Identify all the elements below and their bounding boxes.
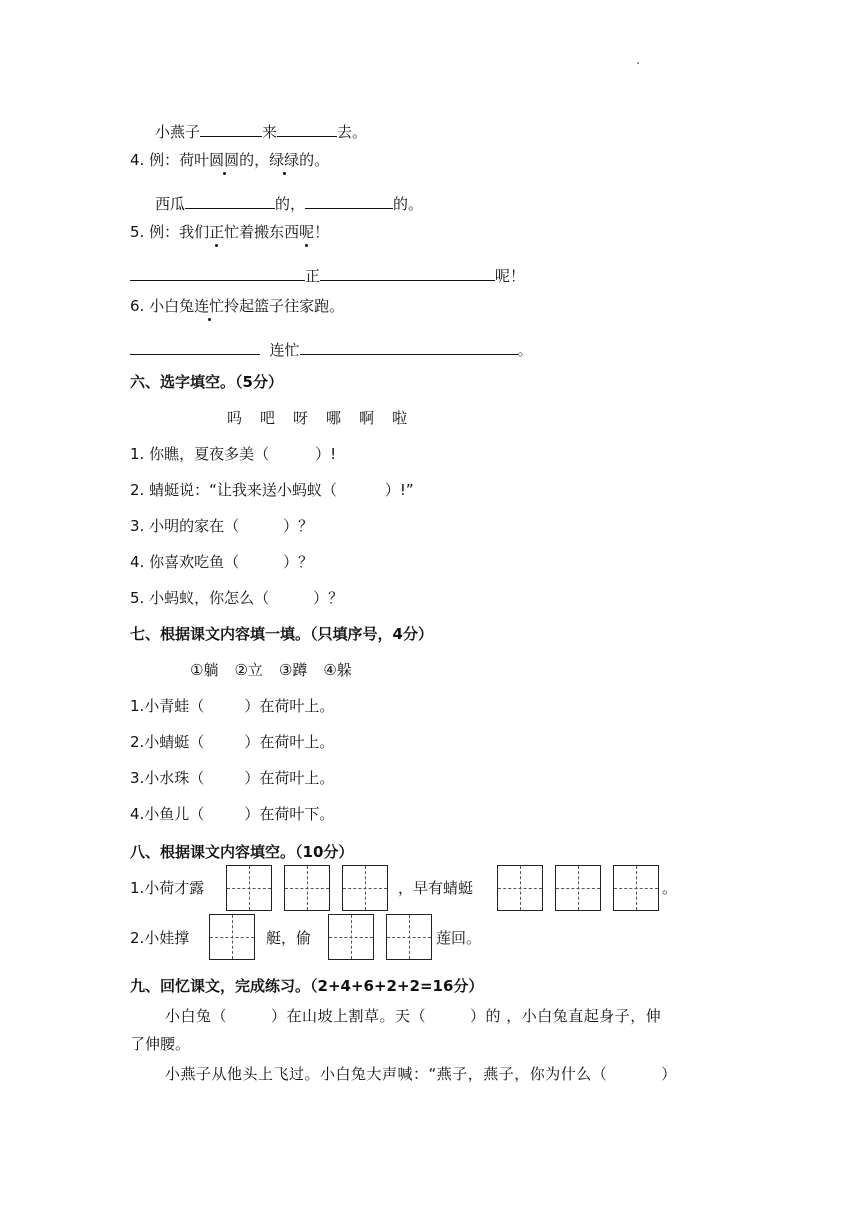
poem-line-1-a: 1.小荷才露 [130,879,205,897]
tian-grid-box[interactable] [386,914,432,960]
scan-speck [637,62,639,64]
tian-grid-box[interactable] [328,914,374,960]
passage-line-3: 小燕子从他头上飞过。小白兔大声喊：“燕子，燕子，你为什么（ ） [165,1065,677,1083]
section8-title: 八、根据课文内容填空。（10分） [130,843,354,861]
section6-item: 4. 你喜欢吃鱼（ ）？ [130,553,314,571]
tian-grid-box[interactable] [555,865,601,911]
passage-line-1: 小白兔（ ）在山坡上割草。天（ ）的 ，小白兔直起身子，伸 [165,1007,662,1025]
section9-title: 九、回忆课文，完成练习。（2+4+6+2+2=16分） [130,977,484,995]
section7-item: 4.小鱼儿（ ）在荷叶下。 [130,805,335,823]
q4-example: 4. 例：荷叶圆圆的，绿绿的。 [130,151,330,169]
blank[interactable] [200,120,262,137]
section7-title: 七、根据课文内容填一填。（只填序号，4分） [130,625,433,643]
passage-line-2: 了伸腰。 [130,1035,191,1053]
poem-line-2-a: 2.小娃撑 [130,929,190,947]
blank[interactable] [185,192,275,209]
q3-fill-line: 小燕子 来 去。 [155,120,367,142]
q6-fill-line: 连忙 。 [130,338,533,360]
section6-item: 5. 小蚂蚁，你怎么（ ）？ [130,589,344,607]
blank[interactable] [130,338,260,355]
q5-example: 5. 例：我们正忙着搬东西呢！ [130,223,330,241]
blank[interactable] [277,120,337,137]
tian-grid-box[interactable] [226,865,272,911]
tian-grid-box[interactable] [613,865,659,911]
blank[interactable] [300,338,518,355]
tian-grid-box[interactable] [284,865,330,911]
section6-item: 3. 小明的家在（ ）？ [130,517,314,535]
tian-grid-box[interactable] [342,865,388,911]
tian-grid-box[interactable] [497,865,543,911]
section7-item: 3.小水珠（ ）在荷叶上。 [130,769,335,787]
poem-line-2-c: 莲回。 [436,929,482,947]
section6-item: 2. 蜻蜓说：“让我来送小蚂蚁（ ）!” [130,481,414,499]
section6-options: 吗 吧 呀 哪 啊 啦 [227,409,408,427]
poem-line-2-b: 艇，偷 [266,929,312,947]
section7-options: ①躺 ②立 ③蹲 ④躲 [190,661,352,679]
section7-item: 1.小青蛙（ ）在荷叶上。 [130,697,335,715]
poem-line-1-b: ，早有蜻蜓 [398,879,474,897]
tian-grid-box[interactable] [209,914,255,960]
section7-item: 2.小蜻蜓（ ）在荷叶上。 [130,733,335,751]
blank[interactable] [130,264,305,281]
section6-title: 六、选字填空。（5分） [130,373,283,391]
section6-item: 1. 你瞧，夏夜多美（ ）! [130,445,337,463]
poem-line-1-c: 。 [662,879,678,897]
q5-fill-line: 正 呢！ [130,264,525,286]
q6-example: 6. 小白兔连忙拎起篮子往家跑。 [130,297,345,315]
q4-fill-line: 西瓜 的， 的。 [155,192,423,214]
blank[interactable] [305,192,393,209]
blank[interactable] [320,264,495,281]
